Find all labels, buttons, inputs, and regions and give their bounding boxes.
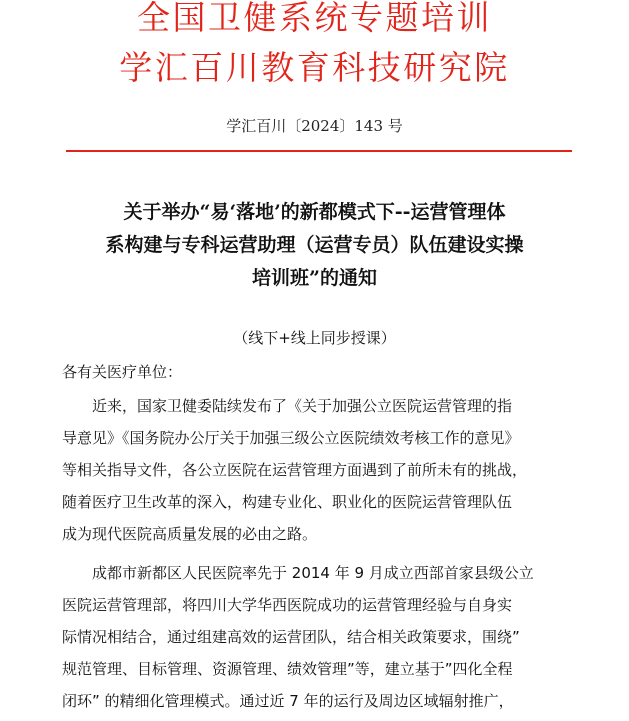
header-divider xyxy=(66,150,572,152)
paragraph-line: 导意见》《国务院办公厅关于加强三级公立医院绩效考核工作的意见》 xyxy=(62,429,520,447)
paragraph-line: 闭环” 的精细化管理模式。通过近 7 年的运行及周边区域辐射推广， xyxy=(62,692,514,710)
salutation: 各有关医疗单位： xyxy=(62,363,183,381)
organization-title-line-2: 学汇百川教育科技研究院 xyxy=(119,48,510,87)
organization-title-line-1: 全国卫健系统专题培训 xyxy=(137,0,492,37)
paragraph-line: 等相关指导文件，各公立医院在运营管理方面遇到了前所未有的挑战， xyxy=(62,461,528,479)
notice-title-line: 关于举办“易‘落地’的新都模式下--运营管理体 xyxy=(123,201,506,223)
body-paragraph-1 xyxy=(62,390,582,550)
paragraph-line: 规范管理、目标管理、资源管理、绩效管理”等，建立基于”四化全程 xyxy=(62,660,513,678)
notice-title-line: 系构建与专科运营助理（运营专员）队伍建设实操 xyxy=(105,234,524,256)
paragraph-line: 随着医疗卫生改革的深入，构建专业化、职业化的医院运营管理队伍 xyxy=(62,493,513,511)
paragraph-line: 际情况相结合，通过组建高效的运营团队，结合相关政策要求，围绕” xyxy=(62,628,520,646)
paragraph-line: 成为现代医院高质量发展的必由之路。 xyxy=(62,525,318,543)
paragraph-line: 医院运营管理部，将四川大学华西医院成功的运营管理经验与自身实 xyxy=(62,596,513,614)
notice-title xyxy=(0,196,629,295)
notice-title-line: 培训班”的通知 xyxy=(252,267,377,289)
paragraph-line: 近来，国家卫健委陆续发布了《关于加强公立医院运营管理的指 xyxy=(92,397,513,415)
body-paragraph-2 xyxy=(62,557,582,717)
paragraph-line: 成都市新都区人民医院率先于 2014 年 9 月成立西部首家县级公立 xyxy=(92,564,534,582)
notice-subtitle: （线下+线上同步授课） xyxy=(233,329,396,347)
document-number: 学汇百川〔2024〕143 号 xyxy=(226,117,403,135)
